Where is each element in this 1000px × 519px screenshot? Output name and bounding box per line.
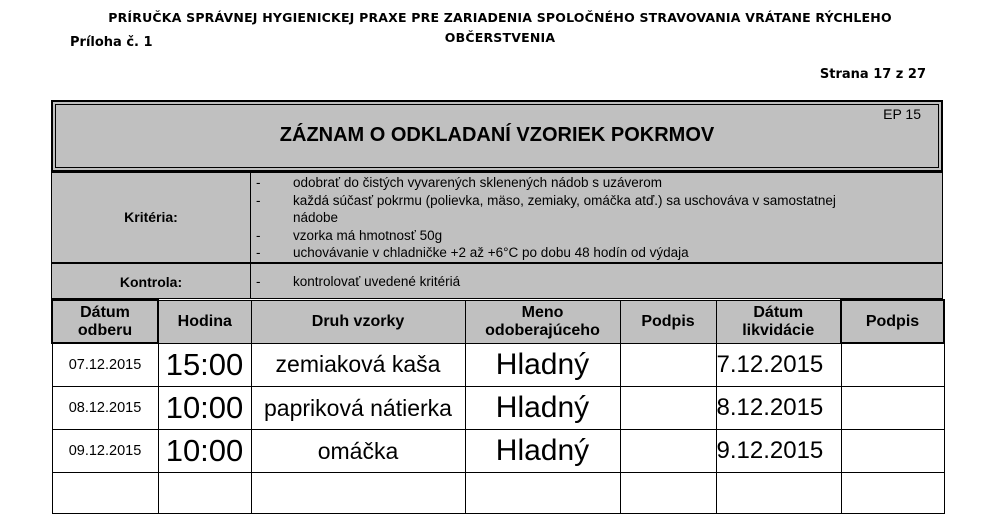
cell-likvidacia: 8.12.2015 <box>716 387 841 430</box>
cell-meno: Hladný <box>465 430 620 473</box>
cell-druh: omáčka <box>251 430 465 473</box>
criteria-text: odobrať do čistých vyvarených sklenených nádob s uzáverom <box>293 175 663 190</box>
criteria-text: vzorka má hmotnosť 50g <box>293 228 443 243</box>
cell-datum: 07.12.2015 <box>52 343 158 387</box>
col-header-datum-odberu: Dátum odberu <box>52 300 158 343</box>
cell-empty <box>841 473 944 514</box>
col-header-podpis: Podpis <box>620 300 716 343</box>
criteria-label: Kritéria: <box>124 209 178 225</box>
table-row <box>52 343 944 387</box>
form-title-box <box>51 100 943 172</box>
col-header-meno: Meno odoberajúceho <box>465 300 620 343</box>
criteria-text: uchovávanie v chladničke +2 až +6°C po dobu 48 hodín od výdaja <box>293 245 689 260</box>
page-number: Strana 17 z 27 <box>819 67 926 82</box>
criteria-dash: - <box>256 175 261 190</box>
cell-podpis2 <box>841 343 944 387</box>
cell-podpis <box>620 430 716 473</box>
criteria-list <box>250 172 943 263</box>
criteria-label-cell <box>51 172 251 263</box>
col-header-datum-likvidacie: Dátum likvidácie <box>716 300 841 343</box>
cell-hodina: 10:00 <box>158 430 251 473</box>
cell-meno: Hladný <box>465 343 620 387</box>
cell-meno: Hladný <box>465 387 620 430</box>
col-header-druh-vzorky: Druh vzorky <box>251 300 465 343</box>
form-title: ZÁZNAM O ODKLADANÍ VZORIEK POKRMOV <box>279 124 715 146</box>
cell-podpis2 <box>841 387 944 430</box>
criteria-dash: - <box>256 245 261 260</box>
control-text-cell <box>250 263 943 299</box>
form-code: EP 15 <box>883 106 921 122</box>
cell-likvidacia: 7.12.2015 <box>716 343 841 387</box>
cell-druh: papriková nátierka <box>251 387 465 430</box>
table-row <box>52 430 944 473</box>
cell-podpis <box>620 343 716 387</box>
cell-druh: zemiaková kaša <box>251 343 465 387</box>
criteria-dash: - <box>256 228 261 243</box>
col-header-podpis2: Podpis <box>841 300 944 343</box>
control-label: Kontrola: <box>119 274 183 290</box>
criteria-text: nádobe <box>293 210 339 225</box>
document-header-line1: PRÍRUČKA SPRÁVNEJ HYGIENICKEJ PRAXE PRE ZARIADENIA SPOLOČNÉHO STRAVOVANIA VRÁTANE RÝCHLEHO <box>108 10 892 25</box>
control-dash: - <box>256 274 261 289</box>
cell-podpis2 <box>841 430 944 473</box>
cell-empty <box>52 473 158 514</box>
cell-empty <box>620 473 716 514</box>
table-row-empty <box>52 473 944 514</box>
cell-hodina: 10:00 <box>158 387 251 430</box>
cell-datum: 09.12.2015 <box>52 430 158 473</box>
table-header-row <box>52 300 944 343</box>
cell-empty <box>465 473 620 514</box>
control-label-cell <box>51 263 251 299</box>
criteria-dash: - <box>256 193 261 208</box>
col-header-hodina: Hodina <box>158 300 251 343</box>
appendix-label: Príloha č. 1 <box>70 35 153 50</box>
cell-likvidacia: 9.12.2015 <box>716 430 841 473</box>
samples-table <box>51 299 945 514</box>
table-row <box>52 387 944 430</box>
document-header-line2: OBČERSTVENIA <box>444 30 556 45</box>
cell-podpis <box>620 387 716 430</box>
cell-empty <box>251 473 465 514</box>
cell-empty <box>716 473 841 514</box>
criteria-text: každá súčasť pokrmu (polievka, mäso, zemiaky, omáčka atď.) sa uschováva v samostatnej <box>293 193 836 208</box>
cell-empty <box>158 473 251 514</box>
cell-datum: 08.12.2015 <box>52 387 158 430</box>
control-text: kontrolovať uvedené kritériá <box>293 274 461 289</box>
cell-hodina: 15:00 <box>158 343 251 387</box>
